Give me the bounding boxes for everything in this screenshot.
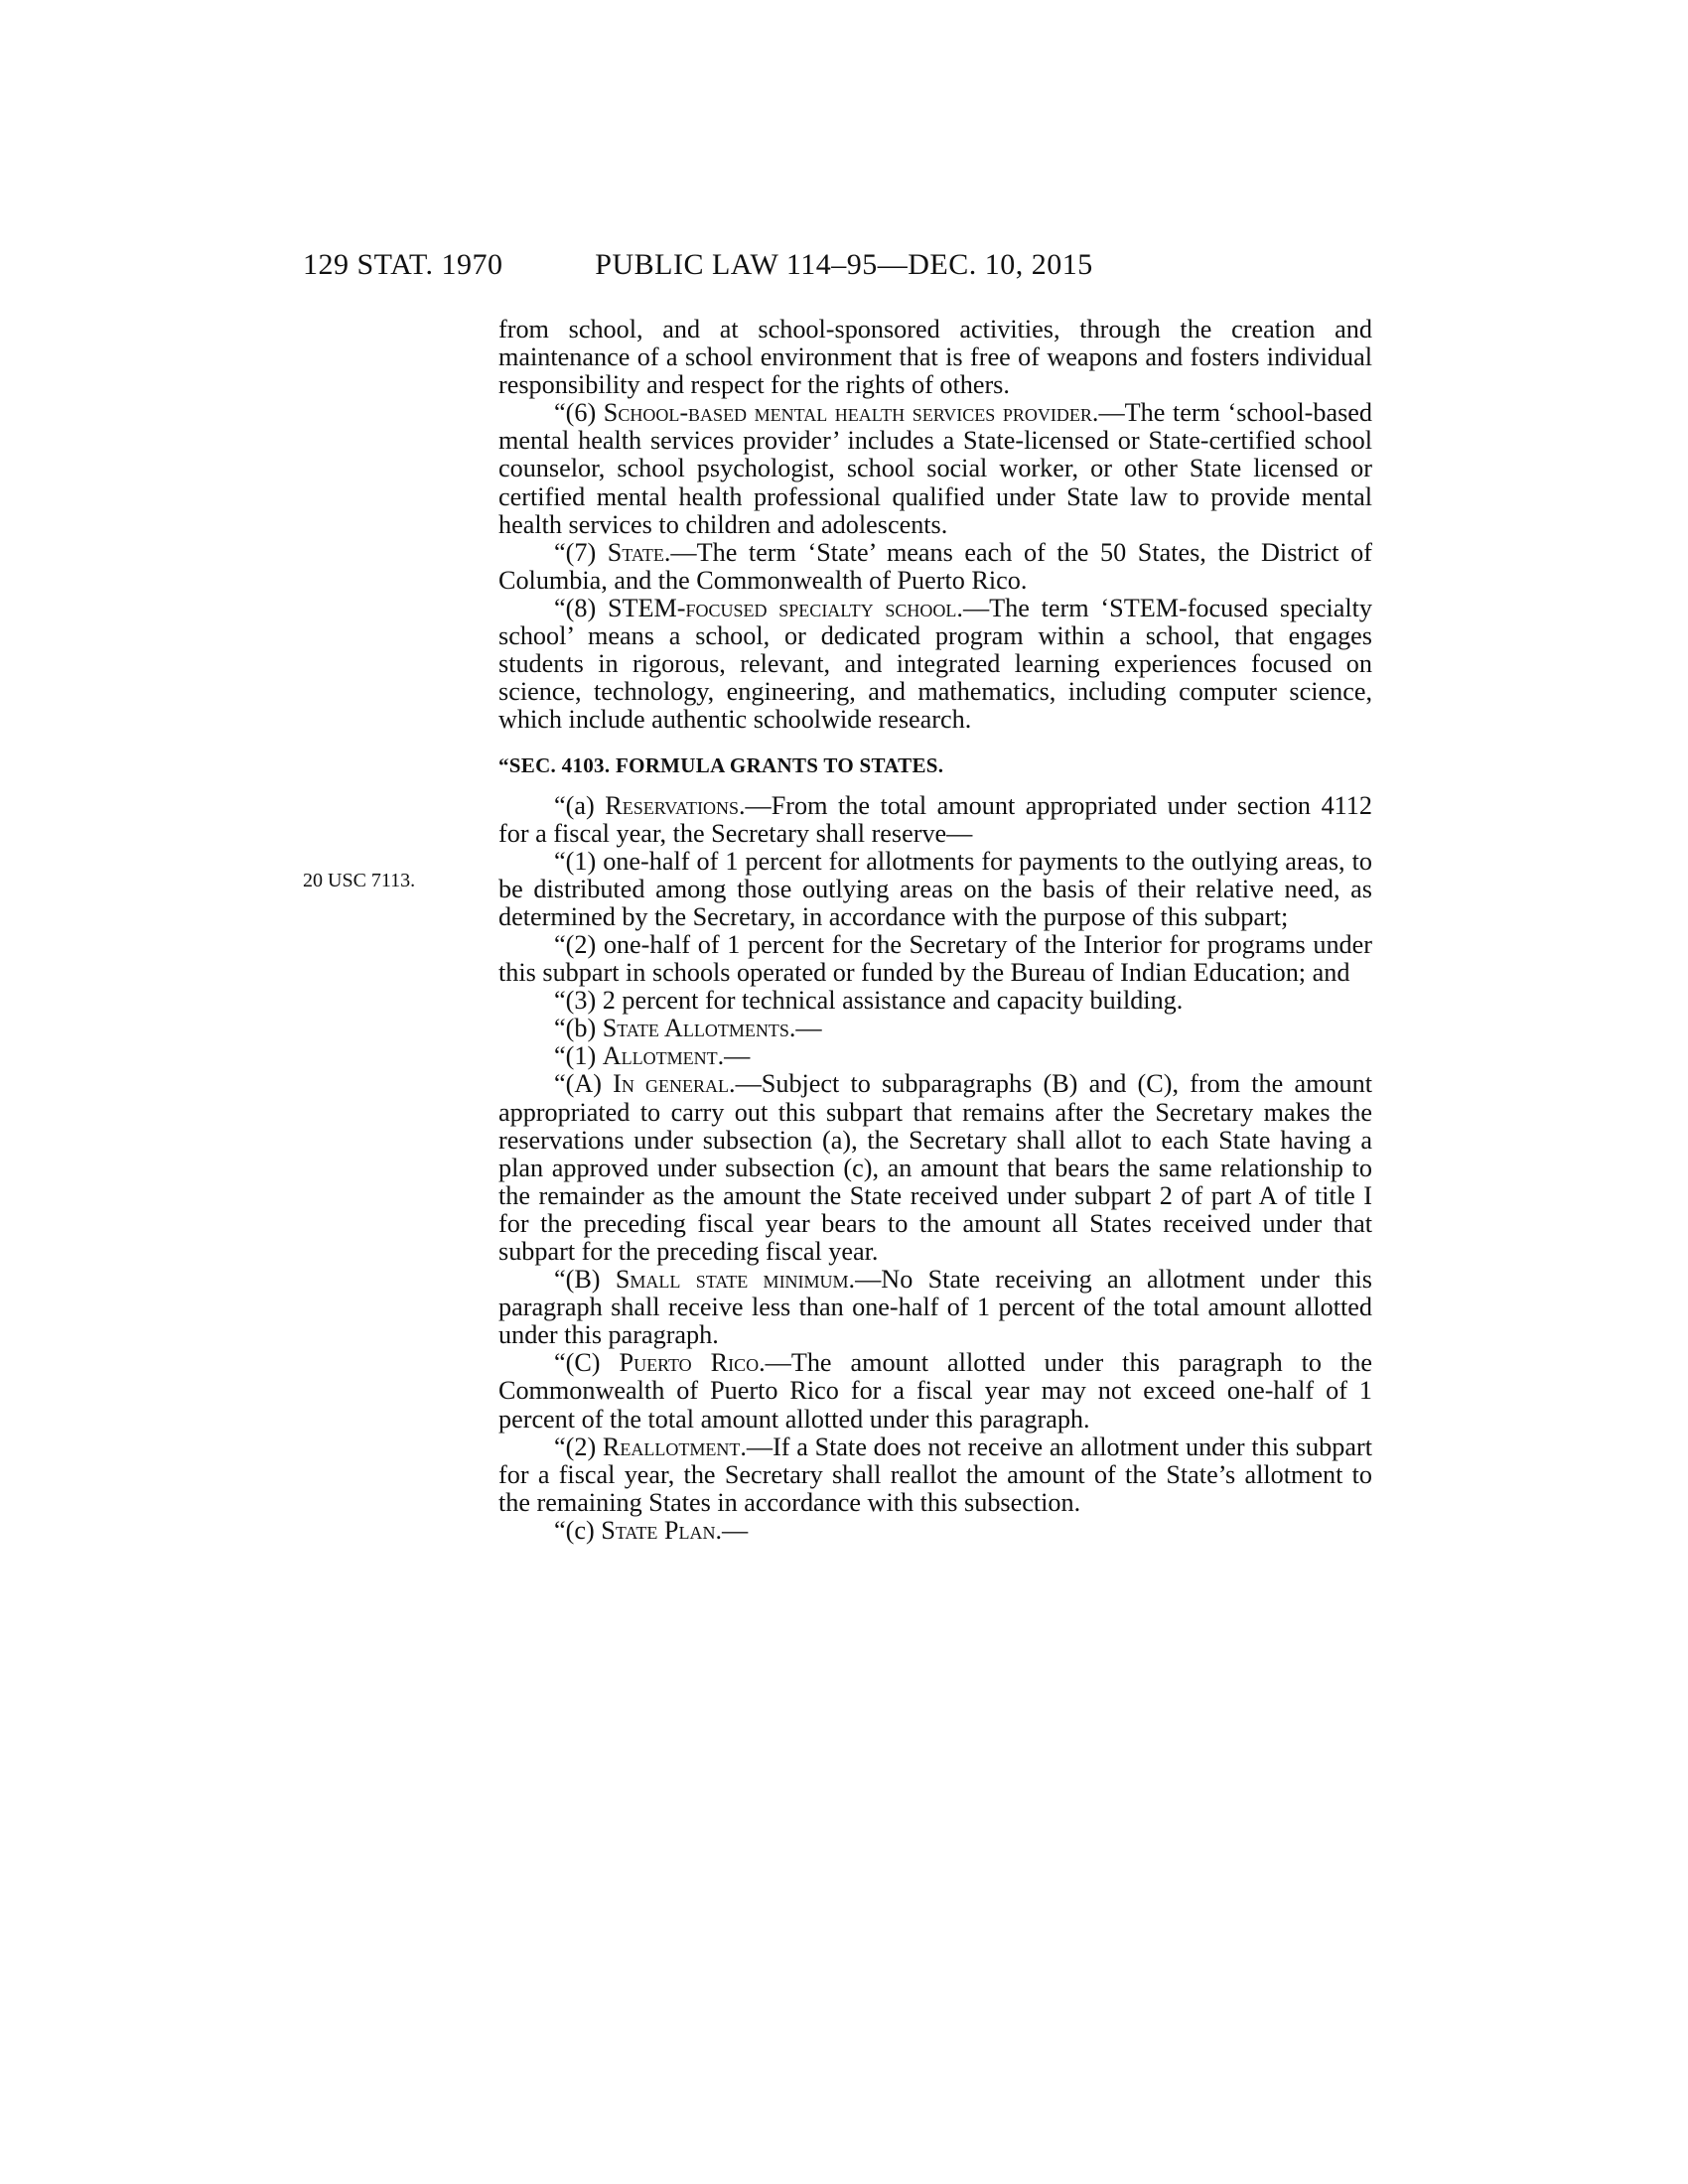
subparagraph-C bbox=[498, 1349, 1372, 1433]
paragraph-number: “(6) bbox=[554, 398, 604, 428]
subsection-b bbox=[498, 1015, 1372, 1042]
subparagraph-heading: Small state minimum. bbox=[615, 1265, 856, 1295]
term-heading: State. bbox=[607, 537, 671, 567]
subsection-letter: “(b) bbox=[554, 1014, 603, 1043]
paragraph-a3: “(3) 2 percent for technical assistance and capacity building. bbox=[554, 986, 1184, 1016]
subparagraph-text: —Subject to subparagraphs (B) and (C), from the amount appropriated to carry out this subpart that remains after the Secretary makes the reservations under subsection (a), the Secretary shall allot to each State having a plan approved under subsection (c), an amount that bears the same relationship to the remainder as the amount the State received under subpart 2 of part A of title I for the preceding fiscal year bears to the amount all States received under that subpart for the preceding fiscal year. bbox=[498, 1069, 1372, 1266]
paragraph-text: —The term ‘State’ means each of the 50 States, the District of Columbia, and the Commonwealth of Puerto Rico. bbox=[498, 537, 1372, 595]
paragraph-b1 bbox=[498, 1042, 1372, 1070]
paragraph-continuation: from school, and at school-sponsored activities, through the creation and maintenance of a school environment that is free of weapons and fosters individual responsibility and respect for the rights of others. bbox=[498, 315, 1372, 400]
paragraph-b2 bbox=[498, 1433, 1372, 1517]
margin-citation: 20 USC 7113. bbox=[303, 870, 416, 891]
paragraph-7 bbox=[498, 539, 1372, 595]
body-text bbox=[498, 316, 1372, 1545]
subsection-text: —From the total amount appropriated under section 4112 for a fiscal year, the Secretary shall reserve— bbox=[498, 790, 1372, 848]
subsection-heading: State Plan. bbox=[601, 1515, 723, 1545]
subsection-a bbox=[498, 792, 1372, 848]
subparagraph-letter: “(B) bbox=[554, 1265, 616, 1295]
subparagraph-text: —No State receiving an allotment under this paragraph shall receive less than one-half of 1 percent of the total amount allotted under this paragraph. bbox=[498, 1265, 1372, 1350]
subparagraph-B bbox=[498, 1266, 1372, 1349]
subsection-letter: “(c) bbox=[554, 1515, 602, 1545]
subparagraph-heading: In general. bbox=[613, 1069, 736, 1099]
paragraph-text: —The term ‘STEM-focused specialty school’ means a school, or dedicated program within a school, that engages students in rigorous, relevant, and integrated learning experiences focused on science, technology, engineering, and mathematics, including computer science, which include authentic schoolwide research. bbox=[498, 593, 1372, 735]
statute-page-number: 129 STAT. 1970 bbox=[303, 248, 503, 281]
paragraph-a1: “(1) one-half of 1 percent for allotments for payments to the outlying areas, to be distributed among those outlying areas on the basis of their relative need, as determined by the Secretary, in accordance with the purpose of this subpart; bbox=[498, 846, 1372, 931]
subparagraph-A bbox=[498, 1070, 1372, 1266]
dash: — bbox=[722, 1515, 749, 1545]
paragraph-text: —The term ‘school-based mental health services provider’ includes a State-licensed or State-certified school counselor, school psychologist, school social worker, or other State licensed or certified mental health professional qualified under State law to provide mental health services to children and adolescents. bbox=[498, 398, 1372, 539]
subsection-heading: Reservations. bbox=[605, 790, 746, 820]
paragraph-number: “(7) bbox=[554, 537, 608, 567]
subparagraph-text: —The amount allotted under this paragraph to the Commonwealth of Puerto Rico for a fiscal year may not exceed one-half of 1 percent of the total amount allotted under this paragraph. bbox=[498, 1348, 1372, 1433]
dash: — bbox=[795, 1014, 822, 1043]
paragraph-heading: Reallotment. bbox=[602, 1432, 747, 1461]
paragraph-a2: “(2) one-half of 1 percent for the Secretary of the Interior for programs under this subpart in schools operated or funded by the Bureau of Indian Education; and bbox=[498, 929, 1372, 988]
paragraph-number: “(2) bbox=[554, 1432, 603, 1461]
paragraph-number: “(1) bbox=[554, 1041, 603, 1071]
subparagraph-heading: Puerto Rico. bbox=[619, 1348, 766, 1378]
subparagraph-letter: “(A) bbox=[554, 1069, 614, 1099]
term-heading: STEM-focused specialty school. bbox=[607, 593, 963, 622]
running-header-title: PUBLIC LAW 114–95—DEC. 10, 2015 bbox=[595, 248, 1093, 281]
section-heading: “SEC. 4103. FORMULA GRANTS TO STATES. bbox=[498, 753, 944, 778]
dash: — bbox=[724, 1041, 751, 1071]
paragraph-6 bbox=[498, 399, 1372, 538]
paragraph-number: “(8) bbox=[554, 593, 608, 622]
paragraph-8 bbox=[498, 595, 1372, 734]
subsection-heading: State Allotments. bbox=[602, 1014, 796, 1043]
paragraph-text: —If a State does not receive an allotment under this subpart for a fiscal year, the Secretary shall reallot the amount of the State’s allotment to the remaining States in accordance with this subsection. bbox=[498, 1432, 1372, 1517]
subsection-letter: “(a) bbox=[554, 790, 606, 820]
term-heading: School-based mental health services provider. bbox=[603, 398, 1099, 428]
subparagraph-letter: “(C) bbox=[554, 1348, 620, 1378]
subsection-c bbox=[498, 1517, 1372, 1545]
paragraph-heading: Allotment. bbox=[602, 1041, 725, 1071]
